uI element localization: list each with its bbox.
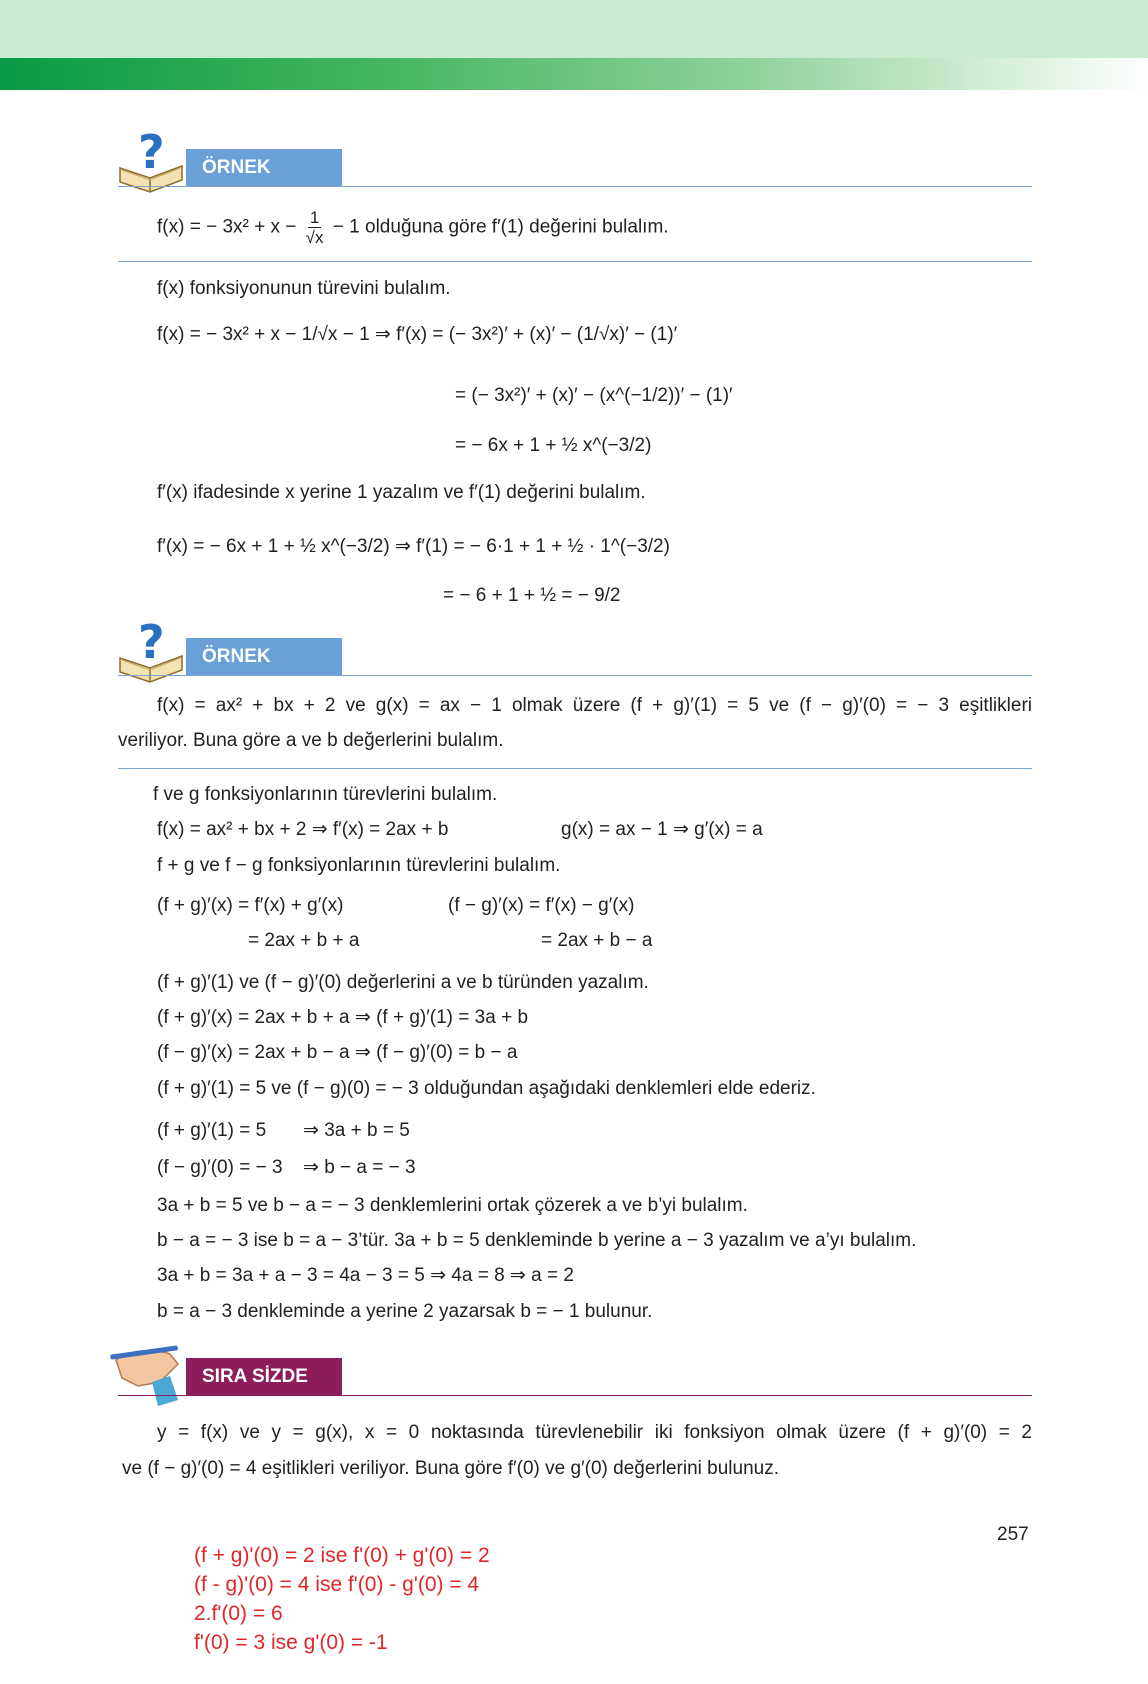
example1-statement: f(x) = − 3x² + x − $\frac{1}{√x}$ − 1 olduğuna göre f′(1) değerini bulalım. [157,208,669,247]
book-question-icon [116,128,188,194]
equation-line: = 2ax + b − a [541,930,653,951]
divider [118,261,1032,262]
equation-line: f(x) = ax² + bx + 2 ⇒ f′(x) = 2ax + b [157,819,449,840]
text-line: b − a = − 3 ise b = a − 3’tür. 3a + b = 5 denkleminde b yerine a − 3 yazalım ve a’yı bulalım. [157,1230,917,1251]
equation-line: f′(x) = − 6x + 1 + ½ x^(−3/2) ⇒ f′(1) = − 6·1 + 1 + ½ · 1^(−3/2) [157,536,670,557]
text-line: 3a + b = 5 ve b − a = − 3 denklemlerini ortak çözerek a ve b’yi bulalım. [157,1195,748,1216]
exercise-header: SIRA SİZDE [186,1358,342,1396]
header-rule [118,186,1032,187]
hand-pen-icon [108,1338,190,1408]
equation-line: = − 6x + 1 + ½ x^(−3/2) [455,435,652,456]
example2-statement: veriliyor. Buna göre a ve b değerlerini bulalım. [118,730,504,751]
equation-line: (f + g)′(x) = f′(x) + g′(x) [157,895,344,916]
divider [118,768,1032,769]
top-band [0,0,1148,58]
equation-line: ⇒ 3a + b = 5 [303,1120,410,1141]
example-header: ÖRNEK [186,638,342,676]
header-rule [118,675,1032,676]
equation-line: (f + g)′(x) = 2ax + b + a ⇒ (f + g)′(1) = 3a + b [157,1007,529,1028]
equation-line: (f − g)′(x) = f′(x) − g′(x) [448,895,635,916]
handwritten-answer: f'(0) = 3 ise g'(0) = -1 [194,1631,388,1654]
handwritten-answer: (f + g)'(0) = 2 ise f'(0) + g'(0) = 2 [194,1544,490,1567]
equation-line: ⇒ b − a = − 3 [303,1157,416,1178]
equation-line: g(x) = ax − 1 ⇒ g′(x) = a [561,819,763,840]
text-line: (f + g)′(1) ve (f − g)′(0) değerlerini a ve b türünden yazalım. [157,972,649,993]
equation-line: f(x) = − 3x² + x − 1/√x − 1 ⇒ f′(x) = (− 3x²)′ + (x)′ − (1/√x)′ − (1)′ [157,324,678,345]
equation-line: = (− 3x²)′ + (x)′ − (x^(−1/2))′ − (1)′ [455,385,733,406]
equation-line: = − 6 + 1 + ½ = − 9/2 [443,585,621,606]
equation-line: (f + g)′(1) = 5 [157,1120,267,1141]
text-line: f(x) fonksiyonunun türevini bulalım. [157,278,451,299]
svg-text:?: ? [138,128,165,179]
header-rule [118,1395,1032,1396]
top-gradient-band [0,58,1148,90]
equation-line: (f − g)′(0) = − 3 [157,1157,283,1178]
handwritten-answer: (f - g)'(0) = 4 ise f'(0) - g'(0) = 4 [194,1573,480,1596]
equation-line: 3a + b = 3a + a − 3 = 4a − 3 = 5 ⇒ 4a = 8 ⇒ a = 2 [157,1265,574,1286]
text-line: f ve g fonksiyonlarının türevlerini bulalım. [153,784,498,805]
page-number: 257 [997,1524,1029,1545]
exercise-statement: ve (f − g)′(0) = 4 eşitlikleri veriliyor. Buna göre f′(0) ve g′(0) değerlerini bulunuz. [122,1458,779,1479]
text-line: f′(x) ifadesinde x yerine 1 yazalım ve f′(1) değerini bulalım. [157,482,646,503]
example2-statement: f(x) = ax² + bx + 2 ve g(x) = ax − 1 olmak üzere (f + g)′(1) = 5 ve (f − g)′(0) = − 3 eşitlikleri [157,695,1032,716]
svg-text:?: ? [138,618,165,669]
handwritten-answer: 2.f'(0) = 6 [194,1602,283,1625]
equation-line: (f − g)′(x) = 2ax + b − a ⇒ (f − g)′(0) = b − a [157,1042,518,1063]
text-line: f + g ve f − g fonksiyonlarının türevlerini bulalım. [157,855,561,876]
example-header: ÖRNEK [186,149,342,187]
exercise-statement: y = f(x) ve y = g(x), x = 0 noktasında türevlenebilir iki fonksiyon olmak üzere (f + g)′(0) = 2 [157,1422,1032,1443]
text-line: b = a − 3 denkleminde a yerine 2 yazarsak b = − 1 bulunur. [157,1301,653,1322]
equation-line: = 2ax + b + a [248,930,360,951]
text-line: (f + g)′(1) = 5 ve (f − g)(0) = − 3 olduğundan aşağıdaki denklemleri elde ederiz. [157,1078,816,1099]
